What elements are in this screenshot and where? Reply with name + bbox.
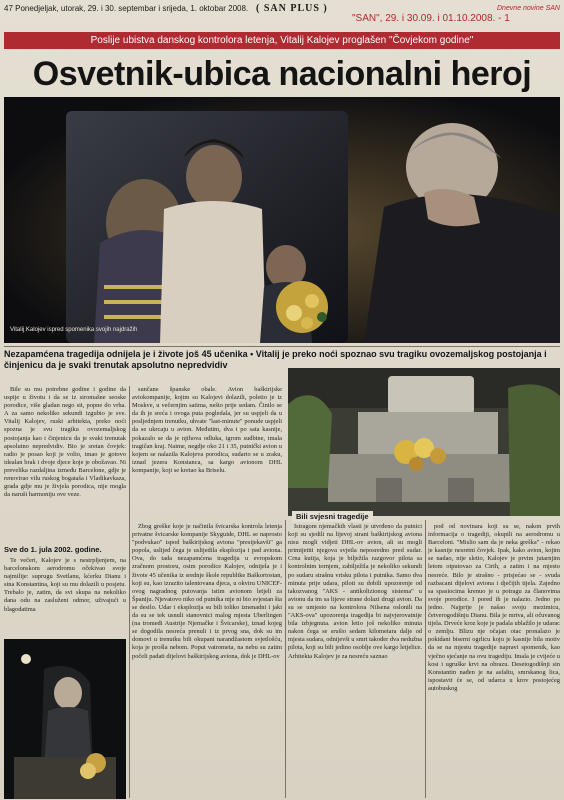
kalojev-at-grave-image (4, 639, 126, 799)
article-column-2b (132, 523, 282, 799)
column-1-text: Bile su mu potrebne godine i godine da uspije u životu i da se iz siromašne seoske porodice, više gladan nego sit, popne do vrha. A za samo nekoliko sekundi izgubio je sve. Vitalij Kalojev, ruski arhitekta, preko noći spozna je svu tragiku ovozemaljskog postojanja kao i činjenicu da je svaki trenutak apsolutno nepredvidiv. Bio je sretan čovjek: radio je posao koji je volio, imao je gotovo idealan brak i dvoje djece koje je obožavao. Ni prevelika razdaljina između Barcelone, gdje je renovirao vilu ruskog bogataša i Vladikavkaza, grada gdje mu je živjela porodica, nije mogla da naruši harmoniju ove veze. (4, 386, 126, 499)
main-photo-caption: Vitalij Kalojev ispred spomenika svojih najdražih (10, 327, 138, 333)
subheadline: Nezapamćena tragedija odnijela je i živote još 45 učenika • Vitalij je preko noći spoznao svu tragiku ovozemaljskog postojanja i činjenicu da je svaki trenutak apsolutno nepredvidiv (4, 349, 547, 370)
column-3-text: Istragom njemačkih vlasti je utvrđeno da putnici koji su sjedili na lijevoj strani baškirijskog aviona nisu mogli vidjeti DHL-ov avion, ali su mogli primijetiti njegova svjetla neposredno pred sudar. Crna kutija, koja je bilježila razgovor pilota sa kontrolnim tornjem, zabilježila je nekoliko sekundi po sudaru strašnu vrisku pilota i putnika. Samo dva minuta prije udara, piloti su dobili upozorenje od takozvanog "AKS - antikolizionog sistema" u avionu da im sa lijeve strane dolazi drugi avion. Da su se umjesto na kontrolora Nilsena oslonili na "AKS-ova" upozorenja tragedija bi najvjerovatnije bila izbjegnuta. avion letio još nekoliko minuta nakon čega se srušio sedam kilometara dalje od mjesta sudara, odnijevši u smrt također dva nedužna pilota, koji su bili jedino osoblje ove kargo letjelice. Arhitekta Kalojev je za nesreću saznao (288, 523, 422, 660)
column-divider (285, 520, 286, 798)
article-column-1 (4, 386, 126, 542)
article-column-2 (132, 386, 282, 514)
section-title: ( SAN PLUS ) (256, 3, 328, 14)
column-divider (425, 520, 426, 798)
main-photo (4, 97, 560, 343)
publication-name: Dnevne novine SAN (496, 5, 560, 12)
article-column-3 (288, 523, 422, 799)
column-divider (129, 386, 130, 798)
column-4-text: pod od novinara koji su se, nakon prvih informacija o tragediji, okupili na aerodromu u Barceloni. "Mislio sam da je neka greška" - rekao je kasnije nesretni čovjek. Ipak, kako avion, kojim se nadao, nije sletio, Kalojev je prvim jutarnjim letom otputovao za Cirih, a zatim i na mjesto nesreće. Bilo je strašno - prisjećao se - svuda razbacani dijelovi aviona i dječijih tijela. Zajedno sa spasiocima krenuo je u potragu za članovima svoje porodice. I pored ih je nalazio. Jedno po jedno. Najprije je našao svoju mezimicu, četverogodišnju Dianu. Bila je mrtva, ali očuvanog tijela. Drveće kroz koje je padala ublažilo je udarac o zemlju. Blizu nje očajan otac pronalazo je pokidani biserni ogrlicu koju je kasnije bila motiv da se na mjestu tragedije napravi spomenik, kao vječno sjećanje na ovu tragediju. Imala je cvijeće u kosi i ugruške krvi na obrazu. Desetogodišnji sin Konstantin nađen je na asfaltu, smrskanog lica, ispostavit će se, od udarca u krov postojećeg autobuskog (428, 523, 560, 692)
kicker-bar: Poslije ubistva danskog kontrolora letenja, Vitalij Kalojev proglašen "Čovjekom godine" (4, 32, 560, 49)
divider (4, 346, 560, 347)
memorial-grave-image (288, 368, 560, 516)
section-heading: Sve do 1. jula 2002. godine. (4, 545, 102, 554)
memorial-scene-image (4, 97, 560, 343)
column-2b-text: Zbog greške koje je načinila švicarska kontrola letenja privatne švicarske kompanije Skyguide, DHL se naprosto "podvukao" ispod baškirijskog aviona "presijekavši" ga popola, uslijed čega je uslijedila eksplozija i pad aviona. Ova, do tada nezapamćena tragedija u evropskom zračnom prostoru, osim porodice Kalojev, odnijela je i živote 45 učenika iz srednje škole republike Baškortostan, koji su, kao izrazito talentovana djeca, u okviru UNICEF-ovog nagradnog putovanja istim avionom letjeli za Španiju. Njevatovo niko od putnika nije ni bio svjestan šta se desilo. Udar i eksplozija su bili toliko iznenadni i jaki da su se tek usnuli stanovnici malog mjesta Uberlingen (na tromeđi Austrije Njemačke i Švicarske), iznad kojeg se dogodila nesreća prenuli i iz prvog sna, dok su im domovi u trenutku bili okupani narandžastom svjetlošću, koja je prošla nebom. Poput vatrometa, na nebu su zatim počeli padati dijelovi baškirijskog aviona, dok je DHL-ov (132, 523, 282, 660)
grave-photo (288, 368, 560, 516)
clipping-reference: "SAN", 29. i 30.09. i 01.10.2008. - 1 (352, 13, 510, 24)
mourning-photo (4, 639, 126, 799)
column-2-text: sunčane španske obale. Avion baškirijske aviokompanije, kojim su Kalojevi dolazili, poletio je iz Moskve, u večernjim satima, nešto prije sedam. Činilo se da ih je sreća i ovoga puta pogledala, jer su uspjeli da u posljednjem trenutku, uhvate "last-minute" ponude uspjeli da se ukrcaju u avion. Međutim, dva i po sata kasnije, pokazalo se da je njihova odluka, igrom sudbine, imala tragičan kraj. Naime, negdje oko 21 i 35, putnički avion u kojem se nalazila Kalojeva porodica, sudario se u zraku, iznad jezera Konstanca, sa kargo avionom DHL kompanije, koji se kretao ka Briselu. (132, 386, 282, 474)
column-1b-text: Te večeri, Kalojev je s nestrpljenjem, na barcelonskom aerodromu očekivao svoje najmilije: suprugu Svetlanu, kćerku Dianu i sina Konstantina, koji su mu dolazili u posjetu. Trebalo je, zatim, da svi skupa na nekoliko dana odu na zasluženi odmor, uživajući u blagodatima (4, 557, 126, 613)
issue-date-line: 47 Ponedjeljak, utorak, 29. i 30. septembar i srijeda, 1. oktobar 2008. (4, 4, 249, 13)
article-column-4 (428, 523, 560, 799)
article-column-1b (4, 557, 126, 635)
headline: Osvetnik-ubica nacionalni heroj (32, 55, 532, 93)
grave-photo-label: Bili svjesni tragedije (292, 511, 373, 522)
